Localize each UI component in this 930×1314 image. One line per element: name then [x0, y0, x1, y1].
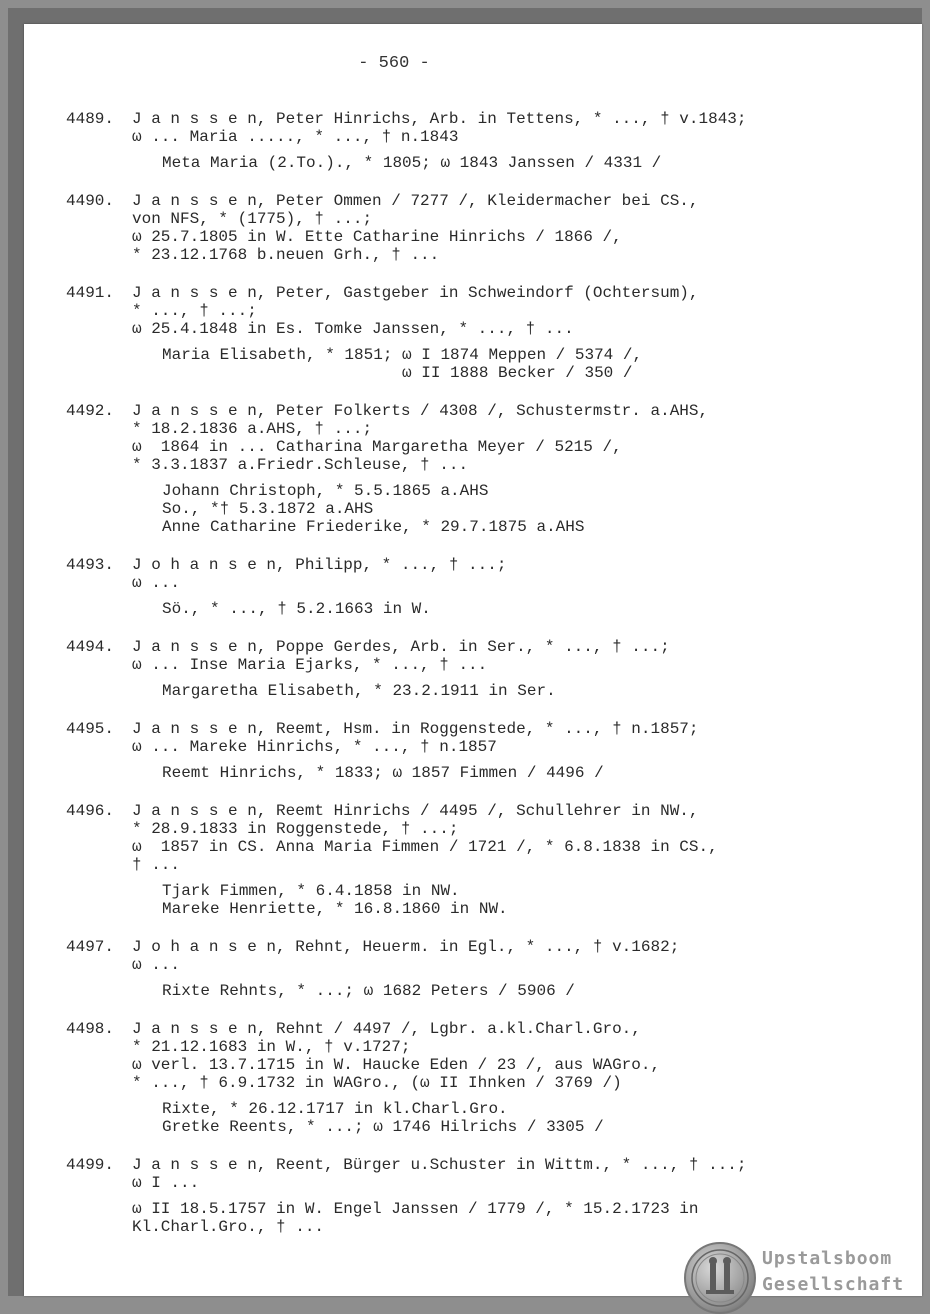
- child-line: Tjark Fimmen, * 6.4.1858 in NW.: [162, 882, 460, 900]
- page-frame: [8, 8, 922, 1296]
- entry-heading-line: [66, 284, 916, 302]
- page-number: - 560 -: [358, 54, 430, 73]
- child-line: ω II 18.5.1757 in W. Engel Janssen / 1779 /, * 15.2.1723 in: [132, 1200, 699, 1218]
- child-line: Sö., * ..., † 5.2.1663 in W.: [162, 600, 431, 618]
- children-block: [66, 1200, 916, 1236]
- entry-line: ω ...: [132, 956, 181, 974]
- child-line: Reemt Hinrichs, * 1833; ω 1857 Fimmen / 4496 /: [162, 764, 604, 782]
- entry-heading-line: [66, 402, 916, 420]
- entry-text: J o h a n s e n, Philipp, * ..., † ...;: [132, 556, 507, 574]
- children-block: [66, 346, 916, 382]
- entry-number: 4489.: [66, 110, 115, 128]
- child-line: Maria Elisabeth, * 1851; ω I 1874 Meppen / 5374 /,: [162, 346, 643, 364]
- entry-number: 4490.: [66, 192, 115, 210]
- entry-heading-line: [66, 638, 916, 656]
- entry-line: ω 25.7.1805 in W. Ette Catharine Hinrichs / 1866 /,: [132, 228, 622, 246]
- child-line: So., *† 5.3.1872 a.AHS: [162, 500, 374, 518]
- entry-text: J a n s s e n, Peter Folkerts / 4308 /, Schustermstr. a.AHS,: [132, 402, 709, 420]
- entry-number: 4493.: [66, 556, 115, 574]
- entry-line: von NFS, * (1775), † ...;: [132, 210, 373, 228]
- entry-line: * 23.12.1768 b.neuen Grh., † ...: [132, 246, 440, 264]
- genealogy-entry: [66, 802, 916, 918]
- children-block: [66, 482, 916, 536]
- entry-heading-line: [66, 110, 916, 128]
- entry-line: † ...: [132, 856, 181, 874]
- entry-line: ω verl. 13.7.1715 in W. Haucke Eden / 23 /, aus WAGro.,: [132, 1056, 661, 1074]
- entry-line: ω ...: [132, 574, 181, 592]
- child-line: Meta Maria (2.To.)., * 1805; ω 1843 Janssen / 4331 /: [162, 154, 662, 172]
- child-line: Anne Catharine Friederike, * 29.7.1875 a.AHS: [162, 518, 585, 536]
- genealogy-entry: [66, 720, 916, 782]
- entry-line: ω 25.4.1848 in Es. Tomke Janssen, * ..., † ...: [132, 320, 574, 338]
- children-block: [66, 600, 916, 618]
- entry-heading-line: [66, 802, 916, 820]
- logo-line-1: Upstalsboom: [762, 1248, 893, 1269]
- entry-number: 4499.: [66, 1156, 115, 1174]
- entry-line: * 28.9.1833 in Roggenstede, † ...;: [132, 820, 459, 838]
- child-line: Margaretha Elisabeth, * 23.2.1911 in Ser.: [162, 682, 556, 700]
- genealogy-entry: [66, 402, 916, 536]
- children-block: [66, 154, 916, 172]
- entry-text: J a n s s e n, Reemt, Hsm. in Roggenstede, * ..., † n.1857;: [132, 720, 699, 738]
- child-line: Kl.Charl.Gro., † ...: [132, 1218, 325, 1236]
- children-block: [66, 882, 916, 918]
- entry-text: J a n s s e n, Rehnt / 4497 /, Lgbr. a.kl.Charl.Gro.,: [132, 1020, 641, 1038]
- entry-line: * 18.2.1836 a.AHS, † ...;: [132, 420, 373, 438]
- child-line: Rixte Rehnts, * ...; ω 1682 Peters / 5906 /: [162, 982, 575, 1000]
- entries-list: [66, 110, 916, 1256]
- entry-text: J a n s s e n, Reemt Hinrichs / 4495 /, Schullehrer in NW.,: [132, 802, 699, 820]
- entry-line: ω ... Maria ....., * ..., † n.1843: [132, 128, 459, 146]
- genealogy-entry: [66, 1156, 916, 1236]
- entry-heading-line: [66, 938, 916, 956]
- entry-line: * 3.3.1837 a.Friedr.Schleuse, † ...: [132, 456, 469, 474]
- genealogy-entry: [66, 192, 916, 264]
- logo-line-2: Gesellschaft: [762, 1274, 905, 1295]
- entry-text: J a n s s e n, Poppe Gerdes, Arb. in Ser., * ..., † ...;: [132, 638, 670, 656]
- genealogy-entry: [66, 284, 916, 382]
- entry-number: 4495.: [66, 720, 115, 738]
- entry-text: J a n s s e n, Peter, Gastgeber in Schweindorf (Ochtersum),: [132, 284, 699, 302]
- entry-heading-line: [66, 556, 916, 574]
- seal-icon: [684, 1242, 756, 1314]
- entry-line: ω I ...: [132, 1174, 200, 1192]
- genealogy-entry: [66, 1020, 916, 1136]
- entry-heading-line: [66, 720, 916, 738]
- entry-line: ω 1864 in ... Catharina Margaretha Meyer / 5215 /,: [132, 438, 622, 456]
- genealogy-entry: [66, 110, 916, 172]
- entry-line: * 21.12.1683 in W., † v.1727;: [132, 1038, 411, 1056]
- entry-text: J o h a n s e n, Rehnt, Heuerm. in Egl., * ..., † v.1682;: [132, 938, 680, 956]
- child-line: Johann Christoph, * 5.5.1865 a.AHS: [162, 482, 489, 500]
- entry-heading-line: [66, 1020, 916, 1038]
- children-block: [66, 1100, 916, 1136]
- entry-number: 4496.: [66, 802, 115, 820]
- entry-text: J a n s s e n, Reent, Bürger u.Schuster in Wittm., * ..., † ...;: [132, 1156, 747, 1174]
- entry-number: 4492.: [66, 402, 115, 420]
- entry-heading-line: [66, 192, 916, 210]
- entry-text: J a n s s e n, Peter Ommen / 7277 /, Kleidermacher bei CS.,: [132, 192, 699, 210]
- children-block: [66, 682, 916, 700]
- entry-number: 4498.: [66, 1020, 115, 1038]
- upstalsboom-logo: [684, 1242, 924, 1312]
- entry-line: ω 1857 in CS. Anna Maria Fimmen / 1721 /, * 6.8.1838 in CS.,: [132, 838, 718, 856]
- child-line: Gretke Reents, * ...; ω 1746 Hilrichs / 3305 /: [162, 1118, 604, 1136]
- entry-number: 4494.: [66, 638, 115, 656]
- entry-line: * ..., † 6.9.1732 in WAGro., (ω II Ihnken / 3769 /): [132, 1074, 622, 1092]
- entry-number: 4491.: [66, 284, 115, 302]
- entry-line: ω ... Mareke Hinrichs, * ..., † n.1857: [132, 738, 497, 756]
- child-line: Mareke Henriette, * 16.8.1860 in NW.: [162, 900, 508, 918]
- entry-text: J a n s s e n, Peter Hinrichs, Arb. in Tettens, * ..., † v.1843;: [132, 110, 747, 128]
- genealogy-entry: [66, 638, 916, 700]
- genealogy-entry: [66, 556, 916, 618]
- entry-line: ω ... Inse Maria Ejarks, * ..., † ...: [132, 656, 488, 674]
- children-block: [66, 982, 916, 1000]
- genealogy-entry: [66, 938, 916, 1000]
- child-line: Rixte, * 26.12.1717 in kl.Charl.Gro.: [162, 1100, 508, 1118]
- entry-number: 4497.: [66, 938, 115, 956]
- document-page: [24, 24, 922, 1296]
- entry-line: * ..., † ...;: [132, 302, 257, 320]
- entry-heading-line: [66, 1156, 916, 1174]
- child-line: ω II 1888 Becker / 350 /: [162, 364, 633, 382]
- children-block: [66, 764, 916, 782]
- logo-text: [762, 1246, 904, 1298]
